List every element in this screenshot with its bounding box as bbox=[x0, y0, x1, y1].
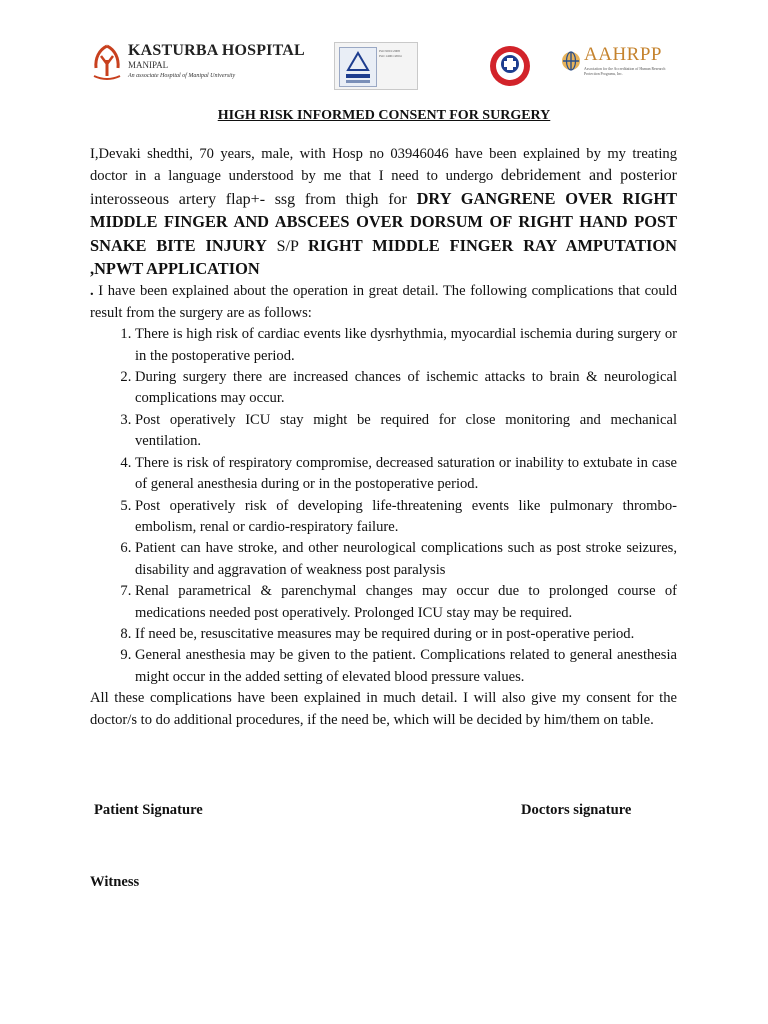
intro-status-post: S/P bbox=[266, 237, 309, 255]
closing-paragraph: All these complications have been explained in much detail. I will also give my consent for the doctor/s to do additional procedures, if the need be, which will be decided by him/them on table. bbox=[90, 690, 677, 728]
complications-list bbox=[90, 324, 677, 688]
complication-item: 5. Post operatively risk of developing life-threatening events like pulmonary thrombo-embolism, renal or cardio-respiratory failure. bbox=[135, 496, 677, 539]
complication-item: 7. Renal parametrical & parenchymal changes may occur due to prolonged course of medications needed post operatively. Prolonged ICU stay may be required. bbox=[135, 581, 677, 624]
hospital-location: MANIPAL bbox=[128, 60, 169, 70]
aahrpp-name: AAHRPP bbox=[584, 44, 662, 65]
intro-plan: RIGHT MIDDLE FINGER RAY AMPUTATION ,NPWT APPLICATION bbox=[90, 235, 677, 279]
complication-item: 6. Patient can have stroke, and other neurological complications such as post stroke seizures, disability and aggravation of weakness post paralysis bbox=[135, 538, 677, 581]
hospital-name: KASTURBA HOSPITAL bbox=[128, 42, 305, 59]
intro-patient-details: I,Devaki shedthi, 70 years, male, with Hosp no 03946046 have been explained by my treating doctor in a language understood by me that I need to undergo bbox=[90, 146, 677, 185]
tuv-badge-icon bbox=[339, 47, 377, 87]
patient-signature-label: Patient Signature bbox=[94, 802, 203, 818]
explained-text: I have been explained about the operation in great detail. The following complications that could result from the surgery are as follows: bbox=[90, 283, 678, 321]
explained-dot: . bbox=[90, 283, 99, 300]
aahrpp-logo bbox=[560, 44, 680, 88]
hospital-emblem-icon bbox=[90, 42, 124, 82]
complication-item: 9. General anesthesia may be given to the patient. Complications related to general anesthesia might occur in the added setting of elevated blood pressure values. bbox=[135, 645, 677, 688]
complication-item: 1. There is high risk of cardiac events like dysrhythmia, myocardial ischemia during surgery or in the postoperative period. bbox=[135, 324, 677, 367]
tuv-certification-logo bbox=[334, 42, 418, 90]
complication-item: 2. During surgery there are increased chances of ischemic attacks to brain & neurological complications may occur. bbox=[135, 367, 677, 410]
logo-bar bbox=[88, 38, 680, 94]
witness-label: Witness bbox=[90, 874, 140, 890]
kasturba-hospital-logo bbox=[88, 40, 305, 86]
hospital-tagline: An associate Hospital of Manipal University bbox=[128, 73, 236, 79]
complication-item: 3. Post operatively ICU stay might be required for close monitoring and mechanical ventilation. bbox=[135, 410, 677, 453]
aahrpp-subtitle: Association for the Accreditation of Human Research Protection Programs, Inc. bbox=[584, 67, 666, 76]
globe-icon bbox=[560, 50, 582, 72]
intro-paragraph bbox=[90, 144, 677, 281]
explained-paragraph bbox=[90, 281, 677, 324]
document-title: HIGH RISK INFORMED CONSENT FOR SURGERY bbox=[217, 108, 551, 123]
nabh-logo-icon bbox=[488, 44, 532, 88]
tuv-line-2: ISO 14001:2004 bbox=[379, 54, 402, 58]
intro-diagnosis: DRY GANGRENE OVER RIGHT MIDDLE FINGER AND ABSCEES OVER DORSUM OF RIGHT HAND POST SNAKE BITE INJURY bbox=[90, 188, 678, 255]
tuv-line-1: ISO 9001:2008 bbox=[379, 49, 400, 53]
complication-item: 4. There is risk of respiratory compromise, decreased saturation or inability to extubate in case of general anesthesia during or in the postoperative period. bbox=[135, 453, 677, 496]
consent-body bbox=[90, 144, 677, 731]
intro-procedure: debridement and posterior interosseous artery flap+- ssg from thigh for bbox=[90, 167, 677, 208]
doctor-signature-label: Doctors signature bbox=[521, 802, 632, 818]
complication-item: 8. If need be, resuscitative measures may be required during or in post-operative period. bbox=[135, 624, 677, 645]
